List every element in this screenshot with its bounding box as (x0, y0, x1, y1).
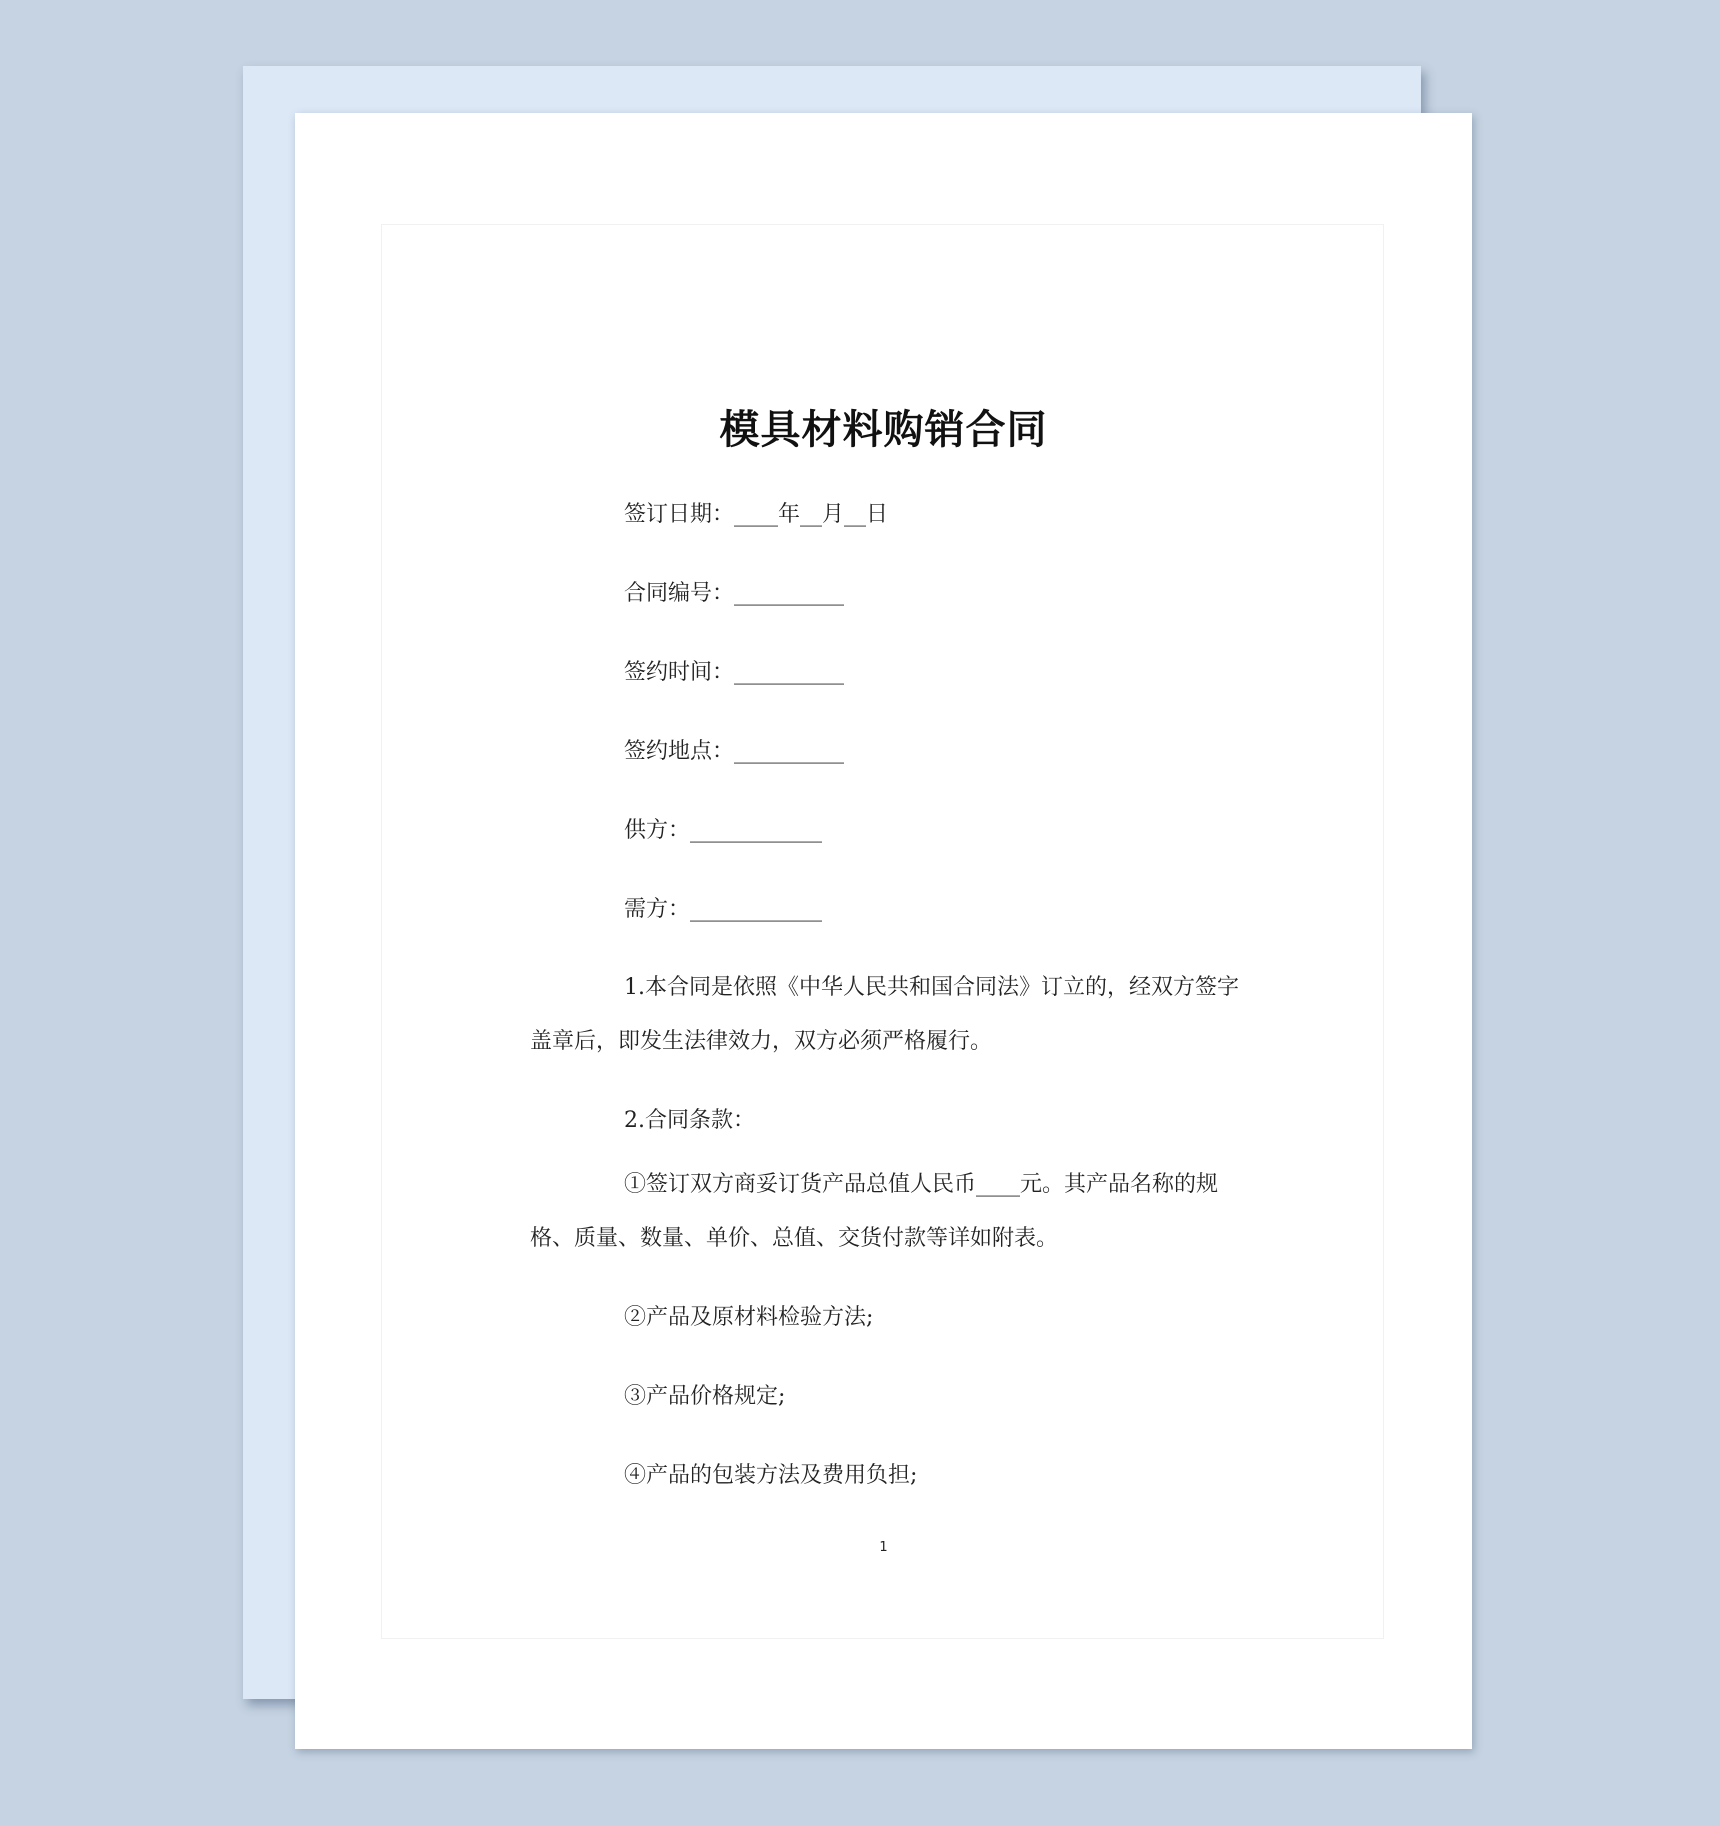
clause-item-3: ③产品价格规定; (624, 1384, 786, 1409)
clause-item-1-text: ①签订双方商妥订货产品总值人民币____元。其产品名称的规格、质量、数量、单价、总值、交货付款等详如附表。 (530, 1172, 1219, 1251)
field-signing-time: 签约时间：__________ (624, 660, 845, 685)
clause-2: 2.合同条款： (624, 1108, 755, 1133)
clause-1 (530, 961, 1250, 1069)
field-signing-date: 签订日期：____年__月__日 (624, 502, 889, 527)
field-contract-number: 合同编号：__________ (624, 581, 845, 606)
clause-item-1 (530, 1158, 1250, 1266)
clause-1-text: 1.本合同是依照《中华人民共和国合同法》订立的，经双方签字盖章后，即发生法律效力，双方必须严格履行。 (530, 975, 1239, 1054)
field-signing-place: 签约地点：__________ (624, 739, 845, 764)
clause-item-2: ②产品及原材料检验方法; (624, 1305, 874, 1330)
page-number: 1 (879, 1540, 888, 1555)
clause-item-4: ④产品的包装方法及费用负担; (624, 1463, 918, 1488)
field-buyer: 需方：____________ (624, 897, 823, 922)
document-page (295, 113, 1472, 1749)
field-supplier: 供方：____________ (624, 818, 823, 843)
document-title: 模具材料购销合同 (719, 407, 1048, 453)
